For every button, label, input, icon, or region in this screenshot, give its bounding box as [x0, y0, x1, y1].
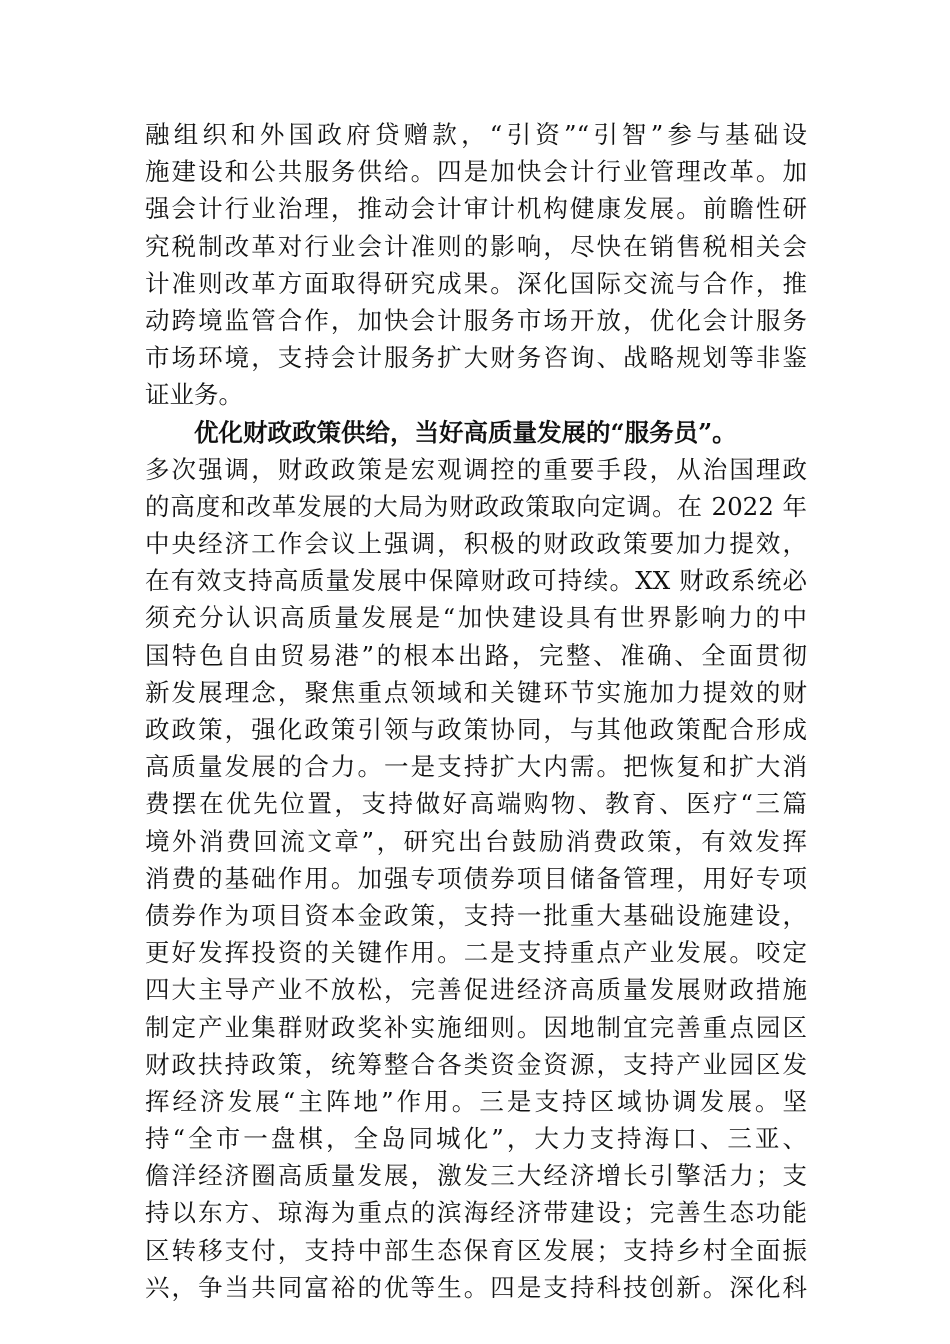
text-line: 境外消费回流文章”，研究出台鼓励消费政策，有效发挥	[145, 826, 807, 856]
text-line: 区转移支付，支持中部生态保育区发展；支持乡村全面振	[145, 1235, 807, 1265]
text-line: 融组织和外国政府贷赠款，“引资”“引智”参与基础设	[145, 120, 807, 149]
text-line: 证业务。	[145, 380, 243, 410]
text-line: 国特色自由贸易港”的根本出路，完整、准确、全面贯彻	[145, 640, 807, 670]
section-heading: 优化财政政策供给，当好高质量发展的“服务员”。	[194, 417, 737, 447]
text-line: 费摆在优先位置，支持做好高端购物、教育、医疗“三篇	[145, 789, 807, 819]
text-line: 持以东方、琼海为重点的滨海经济带建设；完善生态功能	[145, 1198, 807, 1228]
text-line: 多次强调，财政政策是宏观调控的重要手段，从治国理政	[145, 454, 807, 484]
text-line: 高质量发展的合力。一是支持扩大内需。把恢复和扩大消	[145, 752, 807, 782]
text-line: 新发展理念，聚焦重点领域和关键环节实施加力提效的财	[145, 677, 807, 707]
text-line: 更好发挥投资的关键作用。二是支持重点产业发展。咬定	[145, 938, 807, 968]
text-line: 强会计行业治理，推动会计审计机构健康发展。前瞻性研	[145, 194, 807, 224]
text-line: 政政策，强化政策引领与政策协同，与其他政策配合形成	[145, 715, 807, 744]
text-line: 财政扶持政策，统筹整合各类资金资源，支持产业园区发	[145, 1049, 807, 1079]
text-line: 在有效支持高质量发展中保障财政可持续。XX 财政系统必	[145, 566, 807, 596]
text-line: 中央经济工作会议上强调，积极的财政政策要加力提效，	[145, 529, 807, 559]
text-line: 挥经济发展“主阵地”作用。三是支持区域协调发展。坚	[145, 1086, 807, 1116]
text-line: 究税制改革对行业会计准则的影响，尽快在销售税相关会	[145, 231, 807, 261]
text-line: 持“全市一盘棋，全岛同城化”，大力支持海口、三亚、	[145, 1124, 807, 1154]
text-line: 债券作为项目资本金政策，支持一批重大基础设施建设，	[145, 900, 807, 930]
text-line: 儋洋经济圈高质量发展，激发三大经济增长引擎活力；支	[145, 1161, 807, 1191]
text-line: 动跨境监管合作，加快会计服务市场开放，优化会计服务	[145, 305, 807, 335]
text-line: 市场环境，支持会计服务扩大财务咨询、战略规划等非鉴	[145, 343, 807, 373]
text-line: 的高度和改革发展的大局为财政政策取向定调。在 2022 年	[145, 491, 807, 521]
text-line: 消费的基础作用。加强专项债券项目储备管理，用好专项	[145, 863, 807, 893]
text-line: 施建设和公共服务供给。四是加快会计行业管理改革。加	[145, 157, 807, 187]
document-page	[145, 116, 807, 1306]
text-line: 计准则改革方面取得研究成果。深化国际交流与合作，推	[145, 268, 807, 298]
text-line: 制定产业集群财政奖补实施细则。因地制宜完善重点园区	[145, 1012, 807, 1042]
text-line: 四大主导产业不放松，完善促进经济高质量发展财政措施	[145, 975, 807, 1005]
text-line: 兴，争当共同富裕的优等生。四是支持科技创新。深化科	[145, 1272, 807, 1302]
text-line: 须充分认识高质量发展是“加快建设具有世界影响力的中	[145, 603, 807, 633]
